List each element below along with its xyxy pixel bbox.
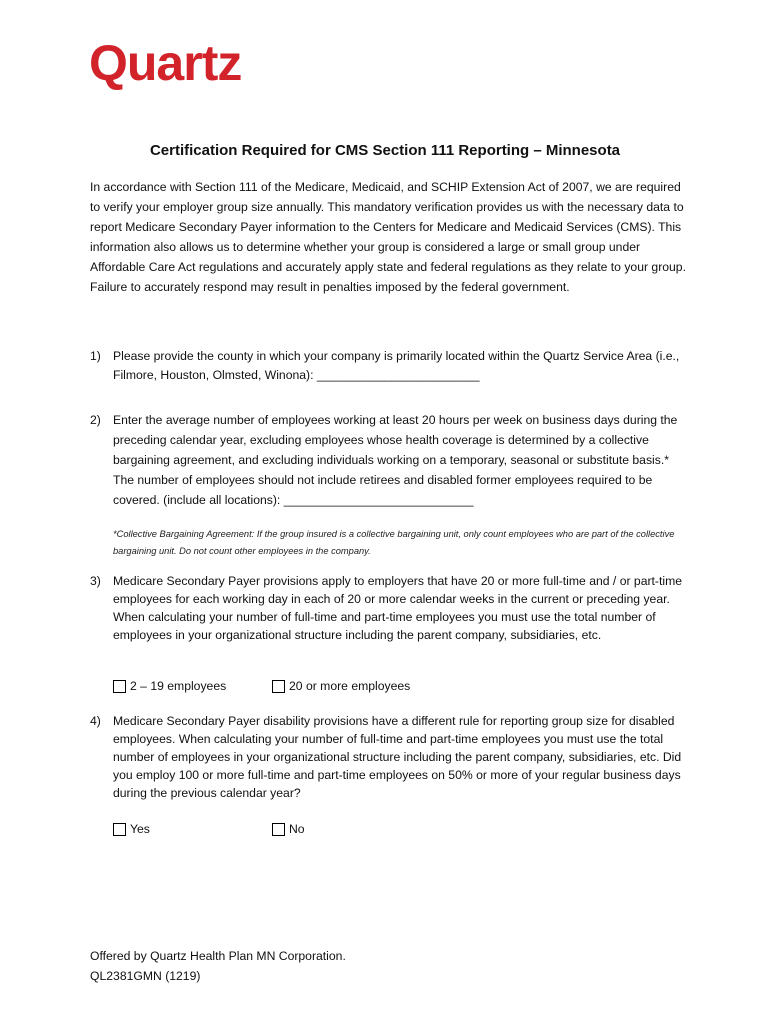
collective-bargaining-note: *Collective Bargaining Agreement: If the group insured is a collective bargaining unit, only count employees who are part of the collective bargaining unit. Do not count other employees in the company.: [113, 529, 675, 556]
checkbox[interactable]: [113, 823, 126, 836]
checkbox[interactable]: [272, 823, 285, 836]
question-3: [90, 572, 690, 644]
option-yes[interactable]: [113, 821, 150, 837]
intro-paragraph: In accordance with Section 111 of the Medicare, Medicaid, and SCHIP Extension Act of 2007, we are required to verify your employer group size annually. This mandatory verification provides us with the necessary data to report Medicare Secondary Payer information to the Centers for Medicare and Medicaid Services (CMS). This information also allows us to determine whether your group is considered a large or small group under Affordable Care Act regulations and accurately apply state and federal regulations as they relate to your group. Failure to accurately respond may result in penalties imposed by the federal government.: [90, 180, 686, 294]
checkbox[interactable]: [113, 680, 126, 693]
checkbox[interactable]: [272, 680, 285, 693]
option-label: No: [289, 822, 305, 836]
question-2: [90, 410, 690, 510]
option-label: Yes: [130, 822, 150, 836]
question-text: Medicare Secondary Payer provisions apply to employers that have 20 or more full-time and / or part-time employees for each working day in each of 20 or more calendar weeks in the current or preceding year. When calculating your number of full-time and part-time employees you must use the total number of employees in your organizational structure including the parent company, subsidiaries, etc.: [113, 574, 683, 642]
option-20-or-more-employees[interactable]: [272, 678, 410, 694]
option-label: 20 or more employees: [289, 679, 411, 693]
question-text: Please provide the county in which your company is primarily located within the Quartz Service Area (i.e., Filmore, Houston, Olmsted, Winona): ________________________: [113, 349, 680, 382]
option-no[interactable]: [272, 821, 305, 837]
option-2-19-employees[interactable]: [113, 678, 226, 694]
question-1: [90, 347, 690, 385]
question-4: [90, 712, 690, 802]
question-number: 4): [90, 714, 101, 728]
page-title: Certification Required for CMS Section 111 Reporting – Minnesota: [149, 142, 621, 159]
question-number: 3): [90, 574, 101, 588]
option-label: 2 – 19 employees: [130, 679, 227, 693]
question-text: Enter the average number of employees working at least 20 hours per week on business days during the preceding calendar year, excluding employees whose health coverage is determined by a collective bargaining agreement, and excluding individuals working on a temporary, seasonal or substitute basis.* The number of employees should not include retirees and disabled former employees required to be covered. (include all locations): ____________________________: [113, 413, 678, 507]
footer-line-form-code: QL2381GMN (1219): [90, 969, 201, 983]
quartz-logo: Quartz: [89, 35, 242, 91]
question-number: 2): [90, 413, 101, 427]
question-number: 1): [90, 349, 101, 363]
footer-line-company: Offered by Quartz Health Plan MN Corporation.: [90, 949, 346, 963]
footer: [90, 946, 346, 986]
question-text: Medicare Secondary Payer disability provisions have a different rule for reporting group size for disabled employees. When calculating your number of full-time and part-time employees you must use the total number of employees in your organizational structure including the parent company, subsidiaries, etc. Did you employ 100 or more full-time and part-time employees on 50% or more of your regular business days during the previous calendar year?: [113, 714, 682, 800]
